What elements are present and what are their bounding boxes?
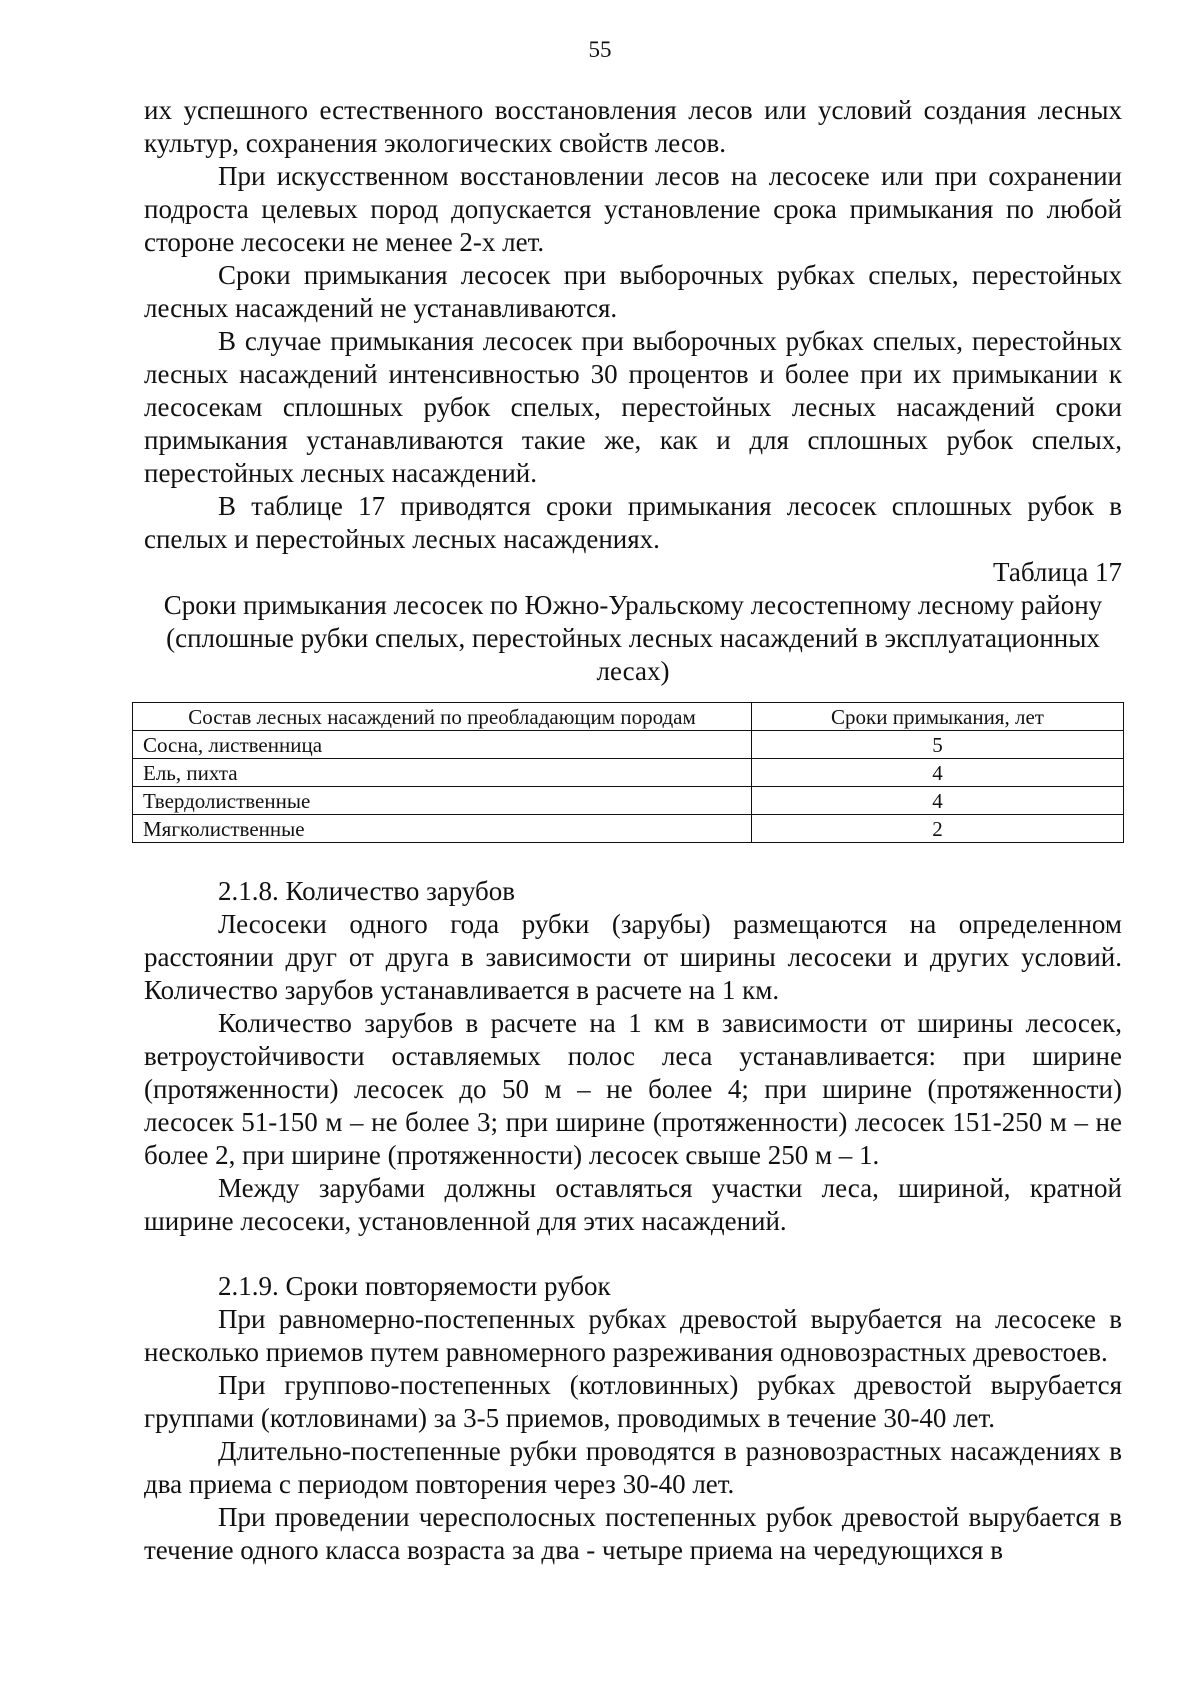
table-row <box>133 815 1124 843</box>
table-cell: Мягколиственные <box>133 815 752 843</box>
paragraph: Сроки примыкания лесосек при выборочных рубках спелых, перестойных лесных насаждений не устанавливаются. <box>144 260 1122 323</box>
spacer <box>144 843 1122 875</box>
table-cell: 4 <box>752 787 1124 815</box>
page-content <box>144 94 1122 1567</box>
table-row <box>133 759 1124 787</box>
table-cell: Твердолиственные <box>133 787 752 815</box>
table-header-row <box>133 703 1124 731</box>
data-table <box>132 702 1124 843</box>
table-header-cell: Состав лесных насаждений по преобладающим породам <box>133 703 752 731</box>
paragraph: В случае примыкания лесосек при выборочных рубках спелых, перестойных лесных насаждений интенсивностью 30 процентов и более при их примыкании к лесосекам сплошных рубок спелых, перестойных лесных насаждений сроки примыкания устанавливаются такие же, как и для сплошных рубок спелых, перестойных лесных насаждений. <box>144 326 1122 488</box>
paragraph: Между зарубами должны оставляться участки леса, шириной, кратной ширине лесосеки, установленной для этих насаждений. <box>144 1173 1122 1236</box>
section-heading: 2.1.8. Количество зарубов <box>218 876 515 906</box>
section-heading: 2.1.9. Сроки повторяемости рубок <box>218 1271 611 1301</box>
paragraph: В таблице 17 приводятся сроки примыкания лесосек сплошных рубок в спелых и перестойных лесных насаждениях. <box>144 491 1122 554</box>
paragraph: При проведении чересполосных постепенных рубок древостой вырубается в течение одного класса возраста за два - четыре приема на чередующихся в <box>144 1502 1122 1565</box>
table-cell: 4 <box>752 759 1124 787</box>
table-cell: Ель, пихта <box>133 759 752 787</box>
table-caption: Таблица 17 <box>993 557 1122 587</box>
table-header-cell: Сроки примыкания, лет <box>752 703 1124 731</box>
table-cell: Сосна, лиственница <box>133 731 752 759</box>
spacer <box>144 1238 1122 1270</box>
page-number: 55 <box>588 37 612 62</box>
table-row <box>133 731 1124 759</box>
paragraph: При искусственном восстановлении лесов на лесосеке или при сохранении подроста целевых пород допускается установление срока примыкания по любой стороне лесосеки не менее 2-х лет. <box>144 161 1122 257</box>
paragraph: Лесосеки одного года рубки (зарубы) размещаются на определенном расстоянии друг от друга в зависимости от ширины лесосеки и других условий. Количество зарубов устанавливается в расчете на 1 км. <box>144 909 1122 1005</box>
table-title: Сроки примыкания лесосек по Южно-Уральскому лесостепному лесному району (сплошные рубки спелых, перестойных лесных насаждений в эксплуатационных лесах) <box>163 590 1103 686</box>
paragraph: При группово-постепенных (котловинных) рубках древостой вырубается группами (котловинами) за 3-5 приемов, проводимых в течение 30-40 лет. <box>144 1370 1122 1433</box>
table-row <box>133 787 1124 815</box>
paragraph: их успешного естественного восстановления лесов или условий создания лесных культур, сохранения экологических свойств лесов. <box>144 95 1122 158</box>
table-cell: 2 <box>752 815 1124 843</box>
paragraph: Длительно-постепенные рубки проводятся в разновозрастных насаждениях в два приема с периодом повторения через 30-40 лет. <box>144 1436 1122 1499</box>
paragraph: При равномерно-постепенных рубках древостой вырубается на лесосеке в несколько приемов путем равномерного разреживания одновозрастных древостоев. <box>144 1304 1122 1367</box>
table-cell: 5 <box>752 731 1124 759</box>
paragraph: Количество зарубов в расчете на 1 км в зависимости от ширины лесосек, ветроустойчивости оставляемых полос леса устанавливается: при ширине (протяженности) лесосек до 50 м – не более 4; при ширине (протяженности) лесосек 51-150 м – не более 3; при ширине (протяженности) лесосек 151-250 м – не более 2, при ширине (протяженности) лесосек свыше 250 м – 1. <box>144 1008 1122 1170</box>
